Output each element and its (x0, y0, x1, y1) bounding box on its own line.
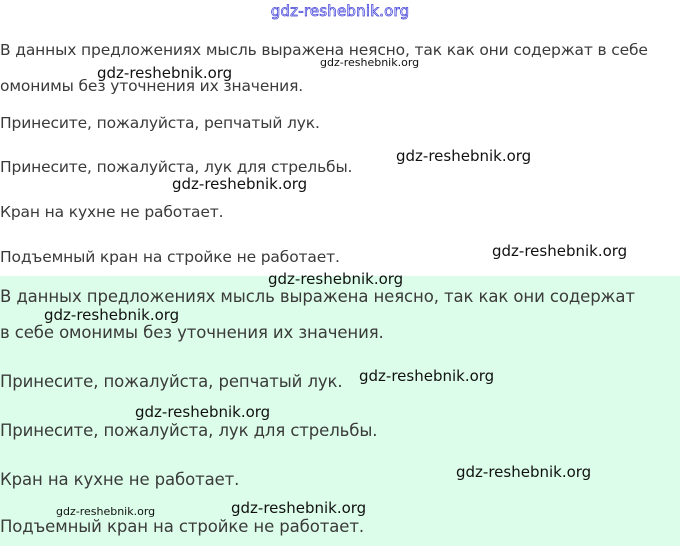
answer-intro-line-2: в себе омонимы без уточнения их значения. (0, 323, 384, 342)
answer-sentence-2: Принесите, пожалуйста, лук для стрельбы. (0, 421, 378, 440)
watermark-text: gdz-reshebnik.org (172, 175, 308, 193)
watermark-text: gdz-reshebnik.org (231, 499, 367, 517)
watermark-text: gdz-reshebnik.org (44, 306, 180, 324)
watermark-text: gdz-reshebnik.org (97, 64, 233, 82)
question-intro-line-1: В данных предложениях мысль выражена неясно, так как они содержат в себе (0, 41, 648, 59)
question-sentence-1: Принесите, пожалуйста, репчатый лук. (0, 114, 320, 132)
answer-sentence-3: Кран на кухне не работает. (0, 470, 240, 489)
answer-sentence-1: Принесите, пожалуйста, репчатый лук. (0, 372, 343, 391)
question-intro-line-2: омонимы без уточнения их значения. (0, 77, 304, 95)
question-sentence-4: Подъемный кран на стройке не работает. (0, 248, 340, 266)
watermark-text: gdz-reshebnik.org (268, 270, 404, 288)
question-sentence-3: Кран на кухне не работает. (0, 203, 224, 221)
answer-sentence-4: Подъемный кран на стройке не работает. (0, 517, 364, 536)
watermark-text: gdz-reshebnik.org (56, 505, 156, 518)
question-sentence-2: Принесите, пожалуйста, лук для стрельбы. (0, 158, 353, 176)
header-watermark: gdz-reshebnik.org (270, 2, 410, 20)
watermark-text: gdz-reshebnik.org (359, 367, 495, 385)
watermark-text: gdz-reshebnik.org (492, 242, 628, 260)
watermark-text: gdz-reshebnik.org (456, 463, 592, 481)
watermark-text: gdz-reshebnik.org (320, 56, 420, 69)
watermark-text: gdz-reshebnik.org (396, 147, 532, 165)
answer-intro-line-1: В данных предложениях мысль выражена неясно, так как они содержат (0, 287, 635, 306)
watermark-text: gdz-reshebnik.org (135, 403, 271, 421)
